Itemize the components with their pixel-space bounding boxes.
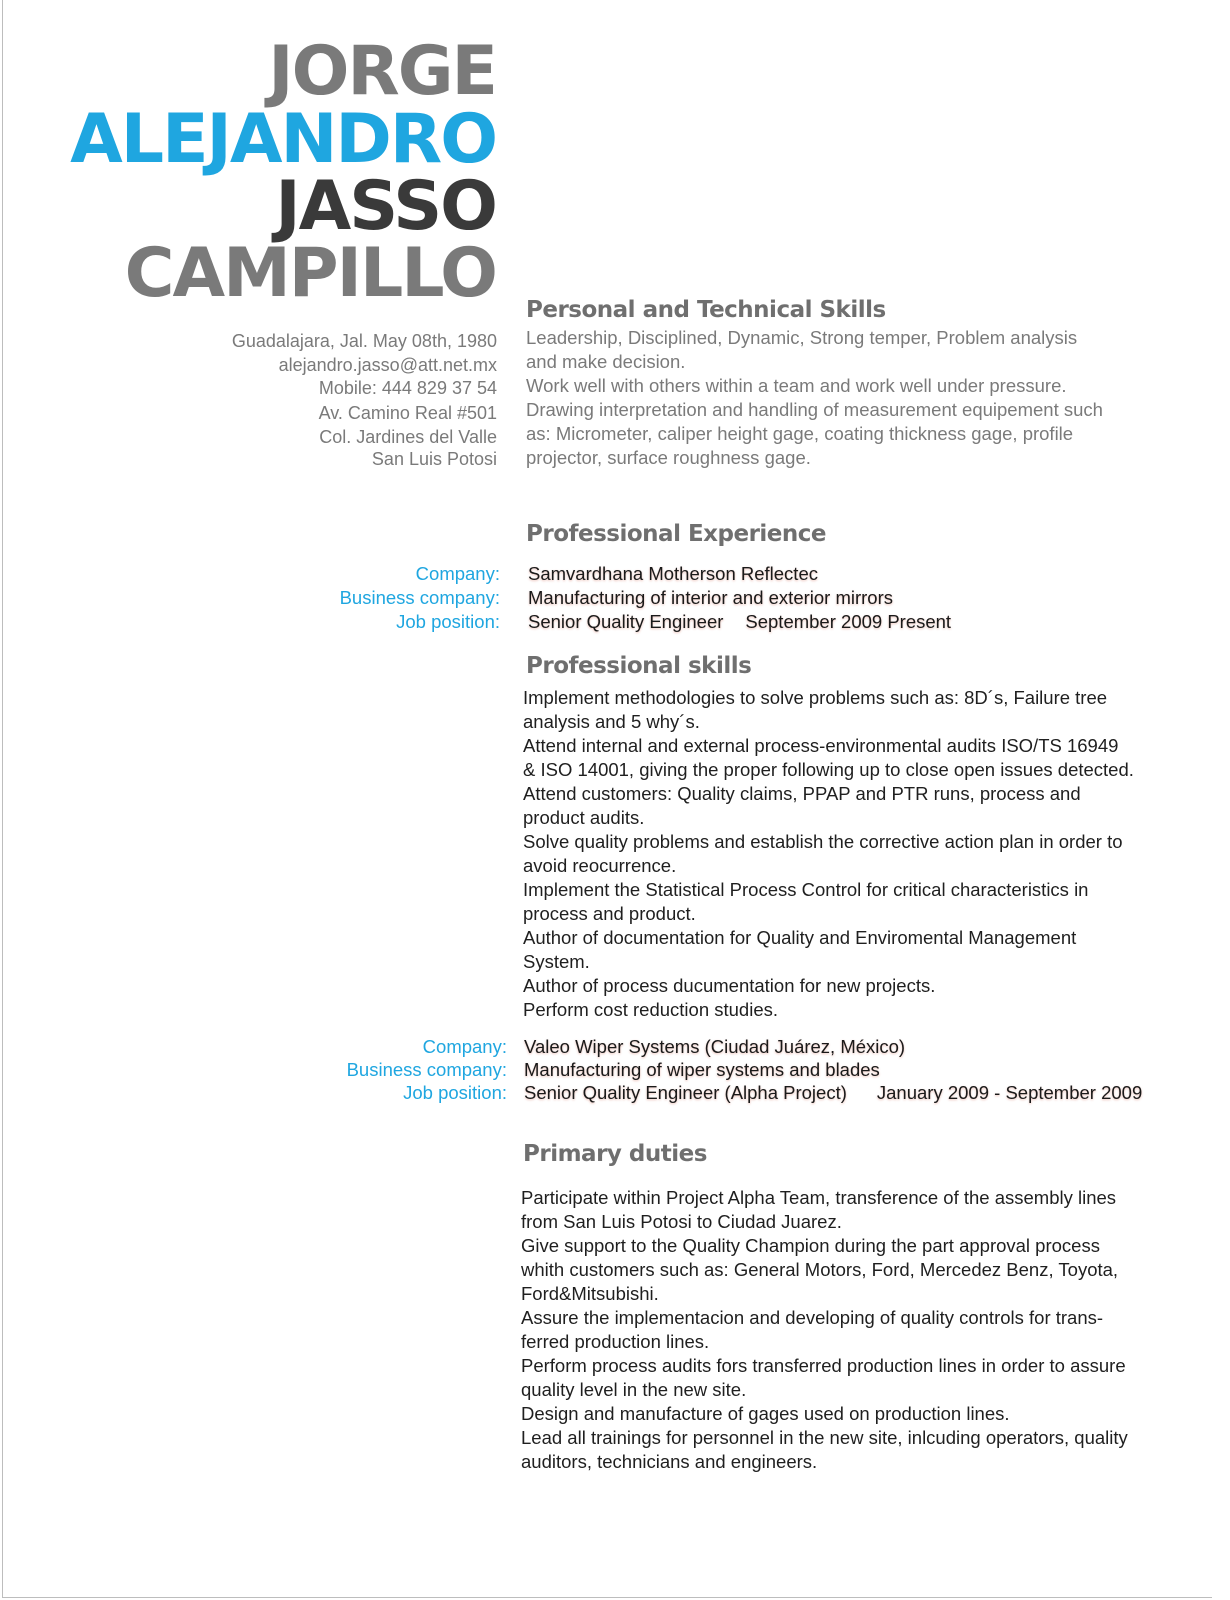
address-line-1: Av. Camino Real #501 [318,402,497,423]
prof-skill-line: Perform cost reduction studies. [523,999,778,1020]
job1-position-row [528,610,951,634]
duty-line: Participate within Project Alpha Team, transference of the assembly lines [521,1187,1117,1208]
skills-line: and make decision. [526,351,686,372]
job1-company: Samvardhana Motherson Reflectec [528,563,818,584]
professional-skills-title: Professional skills [526,653,752,679]
prof-skill-line: Implement methodologies to solve problems such as: 8D´s, Failure tree [523,687,1108,708]
duty-line: Lead all trainings for personnel in the new site, inlcuding operators, quality [521,1427,1128,1448]
prof-skill-line: Implement the Statistical Process Control for critical characteristics in [523,879,1089,900]
duty-line: Perform process audits fors transferred production lines in order to assure [521,1355,1126,1376]
duty-line: Design and manufacture of gages used on production lines. [521,1403,1010,1424]
skills-line: Work well with others within a team and work well under pressure. [526,375,1067,396]
duty-line: auditors, technicians and engineers. [521,1451,818,1472]
business-label: Business company: [346,1059,507,1080]
job2-company: Valeo Wiper Systems (Ciudad Juárez, México) [524,1036,906,1057]
primary-duties-text [521,1186,1191,1474]
position-label: Job position: [396,611,500,632]
prof-skill-line: System. [523,951,590,972]
skills-line: as: Micrometer, caliper height gage, coating thickness gage, profile [526,423,1074,444]
duty-line: quality level in the new site. [521,1379,747,1400]
prof-skill-line: avoid reocurrence. [523,855,677,876]
company-label: Company: [422,1036,507,1057]
prof-skill-line: Solve quality problems and establish the corrective action plan in order to [523,831,1123,852]
duty-line: Give support to the Quality Champion during the part approval process [521,1235,1100,1256]
job2-dates: January 2009 - September 2009 [876,1082,1143,1103]
business-label: Business company: [339,587,500,608]
job1-labels [200,562,500,634]
job2-values [524,1035,1142,1104]
prof-skill-line: product audits. [523,807,645,828]
address-line-2: Col. Jardines del Valle [319,427,497,447]
skills-text [526,326,1196,470]
skills-line: Leadership, Disciplined, Dynamic, Strong temper, Problem analysis [526,327,1078,348]
skills-line: Drawing interpretation and handling of measurement equipement such [526,399,1103,420]
position-label: Job position: [403,1082,507,1103]
duty-line: ferred production lines. [521,1331,710,1352]
contact-info [177,330,497,468]
job1-business: Manufacturing of interior and exterior mirrors [528,587,894,608]
name-surname-1: JASSO [275,167,496,246]
professional-skills-text [523,686,1193,1022]
job2-position-row [524,1081,1142,1104]
duty-line: whith customers such as: General Motors, Ford, Mercedez Benz, Toyota, [521,1259,1119,1280]
prof-skill-line: Author of documentation for Quality and Enviromental Management [523,927,1077,948]
primary-duties-title: Primary duties [523,1141,707,1167]
job1-position: Senior Quality Engineer [528,611,724,632]
name-first: JORGE [268,32,496,111]
address-city: San Luis Potosi [371,448,497,469]
name-surname-2: CAMPILLO [124,234,496,313]
name-middle: ALEJANDRO [70,100,496,179]
skills-line: projector, surface roughness gage. [526,447,811,468]
duty-line: Assure the implementacion and developing of quality controls for trans- [521,1307,1104,1328]
prof-skill-line: process and product. [523,903,696,924]
duty-line: Ford&Mitsubishi. [521,1283,659,1304]
birth-info: Guadalajara, Jal. May 08th, 1980 [231,331,497,351]
job2-position: Senior Quality Engineer (Alpha Project) [524,1082,847,1103]
duty-line: from San Luis Potosi to Ciudad Juarez. [521,1211,842,1232]
company-label: Company: [415,563,500,584]
prof-skill-line: Author of process ducumentation for new projects. [523,975,936,996]
job2-labels [207,1035,507,1104]
job1-dates: September 2009 Present [745,611,952,632]
email: alejandro.jasso@att.net.mx [278,354,497,375]
skills-title: Personal and Technical Skills [526,297,886,323]
prof-skill-line: Attend customers: Quality claims, PPAP and PTR runs, process and [523,783,1081,804]
prof-skill-line: Attend internal and external process-environmental audits ISO/TS 16949 [523,735,1119,756]
prof-skill-line: analysis and 5 why´s. [523,711,700,732]
job1-values [528,562,951,634]
job2-business: Manufacturing of wiper systems and blades [524,1059,880,1080]
experience-title: Professional Experience [526,521,826,547]
mobile: Mobile: 444 829 37 54 [318,378,497,398]
prof-skill-line: & ISO 14001, giving the proper following up to close open issues detected. [523,759,1134,780]
